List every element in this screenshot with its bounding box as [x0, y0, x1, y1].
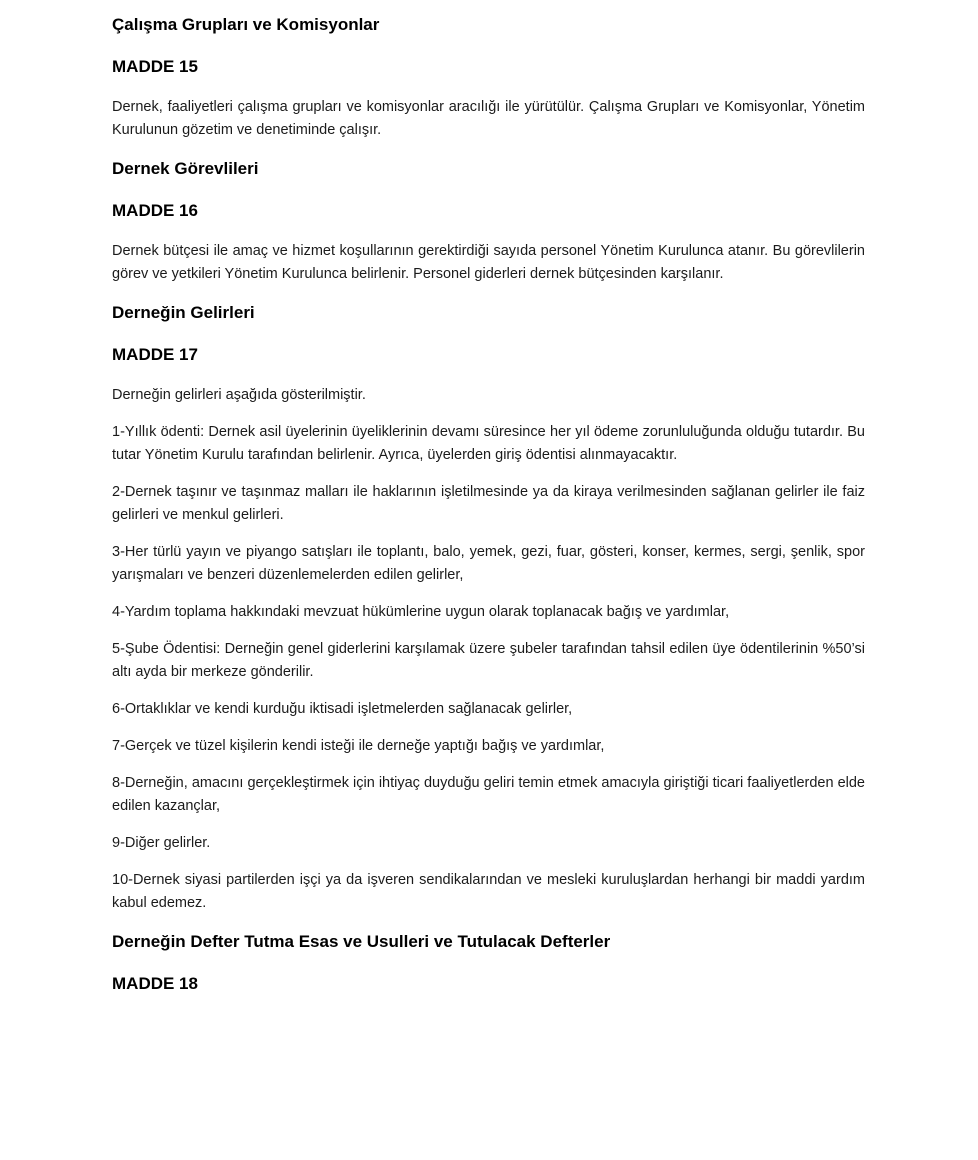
list-item-gelir-2: 2-Dernek taşınır ve taşınmaz malları ile haklarının işletilmesinde ya da kiraya verilmesinden sağlanan gelirler ile faiz gelirleri ve menkul gelirleri. [112, 484, 865, 523]
list-item-gelir-10: 10-Dernek siyasi partilerden işçi ya da işveren sendikalarından ve mesleki kuruluşlardan herhangi bir maddi yardım kabul edemez. [112, 872, 865, 911]
paragraph-madde-16-body: Dernek bütçesi ile amaç ve hizmet koşullarının gerektirdiği sayıda personel Yönetim Kurulunca atanır. Bu görevlilerin görev ve yetkileri Yönetim Kurulunca belirlenir. Personel giderleri dernek bütçesinden karşılanır. [112, 243, 865, 282]
paragraph-madde-17-intro: Derneğin gelirleri aşağıda gösterilmiştir. [112, 387, 366, 403]
list-item-gelir-4: 4-Yardım toplama hakkındaki mevzuat hükümlerine uygun olarak toplanacak bağış ve yardımlar, [112, 604, 730, 620]
list-item-gelir-7: 7-Gerçek ve tüzel kişilerin kendi isteği ile derneğe yaptığı bağış ve yardımlar, [112, 738, 605, 754]
section-heading-dernek-gorevlileri: Dernek Görevlileri [112, 159, 259, 178]
article-heading-madde-15: MADDE 15 [112, 57, 198, 76]
list-item-gelir-1: 1-Yıllık ödenti: Dernek asil üyelerinin üyeliklerinin devamı süresince her yıl ödeme zorunluluğunda olduğu tutardır. Bu tutar Yönetim Kurulu tarafından belirlenir. Ayrıca, üyelerden giriş ödentisi alınmayacaktır. [112, 424, 865, 463]
article-heading-madde-18: MADDE 18 [112, 974, 198, 993]
article-heading-madde-16: MADDE 16 [112, 201, 198, 220]
list-item-gelir-6: 6-Ortaklıklar ve kendi kurduğu iktisadi işletmelerden sağlanacak gelirler, [112, 701, 573, 717]
section-heading-defter-tutma-esas-ve-usulleri: Derneğin Defter Tutma Esas ve Usulleri ve Tutulacak Defterler [112, 932, 611, 951]
list-item-gelir-5: 5-Şube Ödentisi: Derneğin genel giderlerini karşılamak üzere şubeler tarafından tahsil edilen üye ödentilerinin %50’si altı ayda bir merkeze gönderilir. [112, 641, 865, 680]
article-heading-madde-17: MADDE 17 [112, 345, 198, 364]
section-heading-calisma-gruplari-ve-komisyonlar: Çalışma Grupları ve Komisyonlar [112, 15, 380, 34]
list-item-gelir-9: 9-Diğer gelirler. [112, 835, 211, 851]
list-item-gelir-3: 3-Her türlü yayın ve piyango satışları ile toplantı, balo, yemek, gezi, fuar, gösteri, konser, kermes, sergi, şenlik, spor yarışmaları ve benzeri düzenlemelerden edilen gelirler, [112, 544, 865, 583]
section-heading-dernegin-gelirleri: Derneğin Gelirleri [112, 303, 255, 322]
list-item-gelir-8: 8-Derneğin, amacını gerçekleştirmek için ihtiyaç duyduğu geliri temin etmek amacıyla giriştiği ticari faaliyetlerden elde edilen kazançlar, [112, 775, 865, 814]
paragraph-madde-15-body: Dernek, faaliyetleri çalışma grupları ve komisyonlar aracılığı ile yürütülür. Çalışma Grupları ve Komisyonlar, Yönetim Kurulunun gözetim ve denetiminde çalışır. [112, 99, 865, 138]
